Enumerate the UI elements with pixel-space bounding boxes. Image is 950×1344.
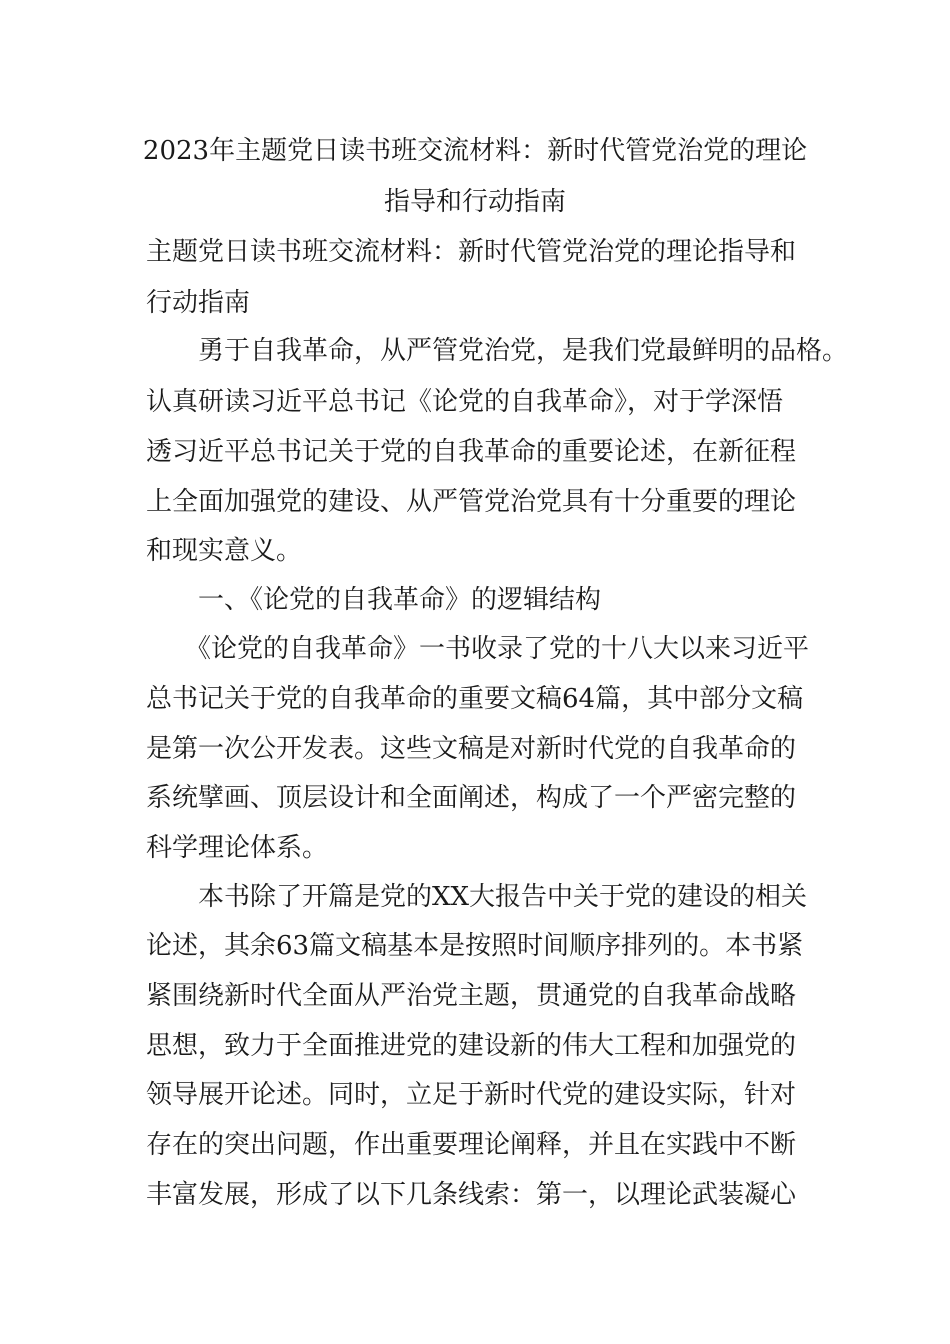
paragraph-line: 本书除了开篇是党的XX大报告中关于党的建设的相关 xyxy=(146,882,808,912)
paragraph-line: 丰富发展，形成了以下几条线索：第一，以理论武装凝心 xyxy=(146,1180,797,1210)
paragraph-line: 存在的突出问题，作出重要理论阐释，并且在实践中不断 xyxy=(146,1130,797,1160)
paragraph-line: 《论党的自我革命》一书收录了党的十八大以来习近平 xyxy=(146,634,810,664)
paragraph-line: 总书记关于党的自我革命的重要文稿64篇，其中部分文稿 xyxy=(146,684,804,714)
document-subtitle-line-1: 主题党日读书班交流材料：新时代管党治党的理论指导和 xyxy=(146,237,797,267)
paragraph-line: 科学理论体系。 xyxy=(146,833,329,863)
paragraph-line: 透习近平总书记关于党的自我革命的重要论述，在新征程 xyxy=(146,437,797,467)
document-subtitle-line-2: 行动指南 xyxy=(146,288,251,318)
paragraph-line: 勇于自我革命，从严管党治党，是我们党最鲜明的品格。 xyxy=(146,336,849,366)
document-title-line-1: 2023年主题党日读书班交流材料：新时代管党治党的理论 xyxy=(142,136,808,166)
paragraph-line: 是第一次公开发表。这些文稿是对新时代党的自我革命的 xyxy=(146,734,797,764)
paragraph-line: 认真研读习近平总书记《论党的自我革命》，对于学深悟 xyxy=(146,387,784,417)
paragraph-line: 思想，致力于全面推进党的建设新的伟大工程和加强党的 xyxy=(146,1031,797,1061)
paragraph-line: 论述，其余63篇文稿基本是按照时间顺序排列的。本书紧 xyxy=(146,931,804,961)
document-title-line-2: 指导和行动指南 xyxy=(383,187,566,217)
paragraph-line: 系统擘画、顶层设计和全面阐述，构成了一个严密完整的 xyxy=(146,783,797,813)
paragraph-line: 领导展开论述。同时，立足于新时代党的建设实际，针对 xyxy=(146,1080,797,1110)
paragraph-line: 和现实意义。 xyxy=(146,536,303,566)
paragraph-line: 上全面加强党的建设、从严管党治党具有十分重要的理论 xyxy=(146,487,797,517)
section-heading: 一、《论党的自我革命》的逻辑结构 xyxy=(146,585,602,615)
paragraph-line: 紧围绕新时代全面从严治党主题，贯通党的自我革命战略 xyxy=(146,981,797,1011)
